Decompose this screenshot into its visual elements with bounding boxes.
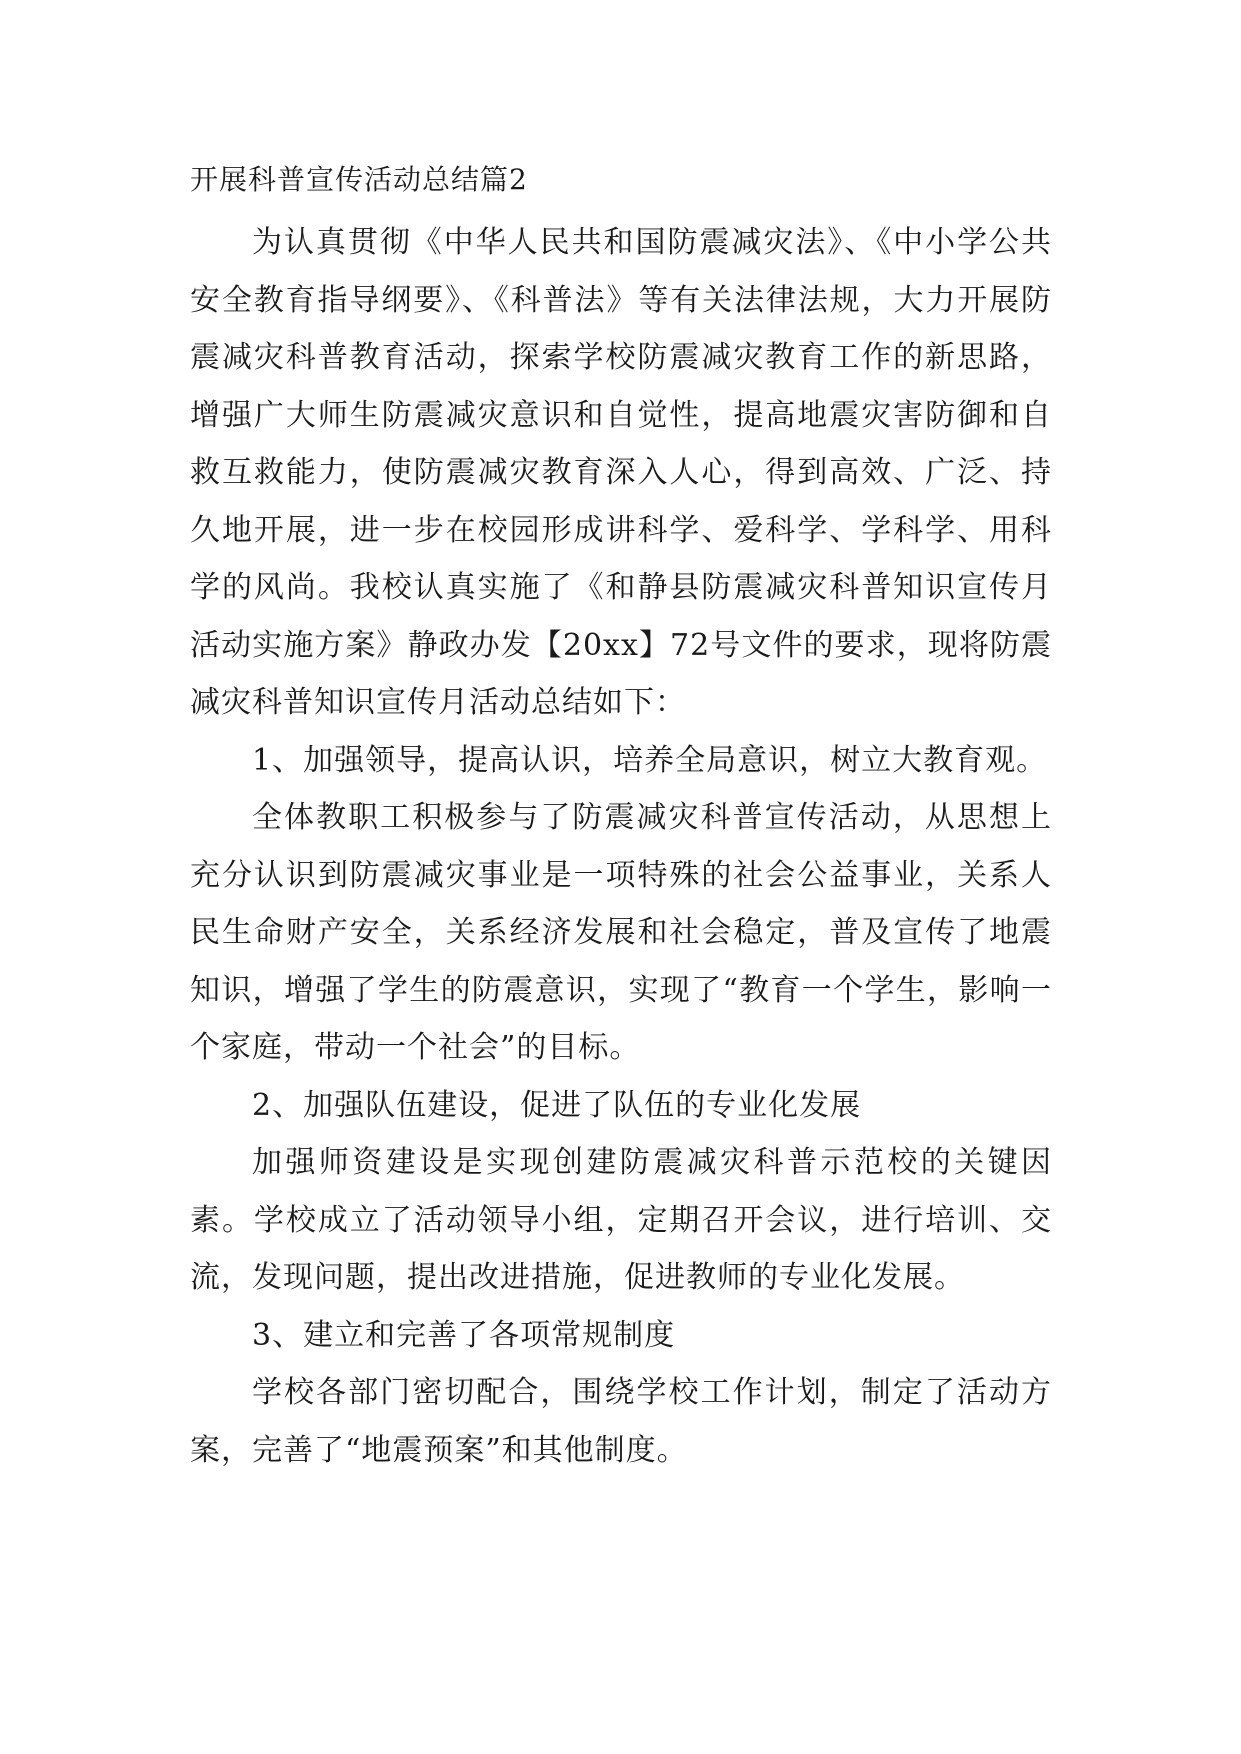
- document-title: 开展科普宣传活动总结篇2: [190, 163, 528, 196]
- paragraph-section-2: 加强师资建设是实现创建防震减灾科普示范校的关键因素。学校成立了活动领导小组，定期召开会议，进行培训、交流，发现问题，提出改进措施，促进教师的专业化发展。: [190, 1145, 1052, 1295]
- paragraph-section-1: 全体教职工积极参与了防震减灾科普宣传活动，从思想上充分认识到防震减灾事业是一项特殊的社会公益事业，关系人民生命财产安全，关系经济发展和社会稳定，普及宣传了地震知识，增强了学生的防震意识，实现了“教育一个学生，影响一个家庭，带动一个社会”的目标。: [190, 800, 1052, 1065]
- paragraph-intro: 为认真贯彻《中华人民共和国防震减灾法》、《中小学公共安全教育指导纲要》、《科普法》等有关法律法规，大力开展防震减灾科普教育活动，探索学校防震减灾教育工作的新思路，增强广大师生防震减灾意识和自觉性，提高地震灾害防御和自救互救能力，使防震减灾教育深入人心，得到高效、广泛、持久地开展，进一步在校园形成讲科学、爱科学、学科学、用科学的风尚。我校认真实施了《和静县防震减灾科普知识宣传月活动实施方案》静政办发【20xx】72号文件的要求，现将防震减灾科普知识宣传月活动总结如下：: [190, 225, 1052, 720]
- paragraph-section-3: 学校各部门密切配合，围绕学校工作计划，制定了活动方案，完善了“地震预案”和其他制度。: [190, 1375, 1052, 1468]
- document-page: [190, 160, 1052, 1479]
- paragraph-heading-3: 3、建立和完善了各项常规制度: [252, 1317, 676, 1353]
- paragraph-heading-1: 1、加强领导，提高认识，培养全局意识，树立大教育观。: [252, 742, 1048, 778]
- paragraph-heading-2: 2、加强队伍建设，促进了队伍的专业化发展: [252, 1087, 862, 1123]
